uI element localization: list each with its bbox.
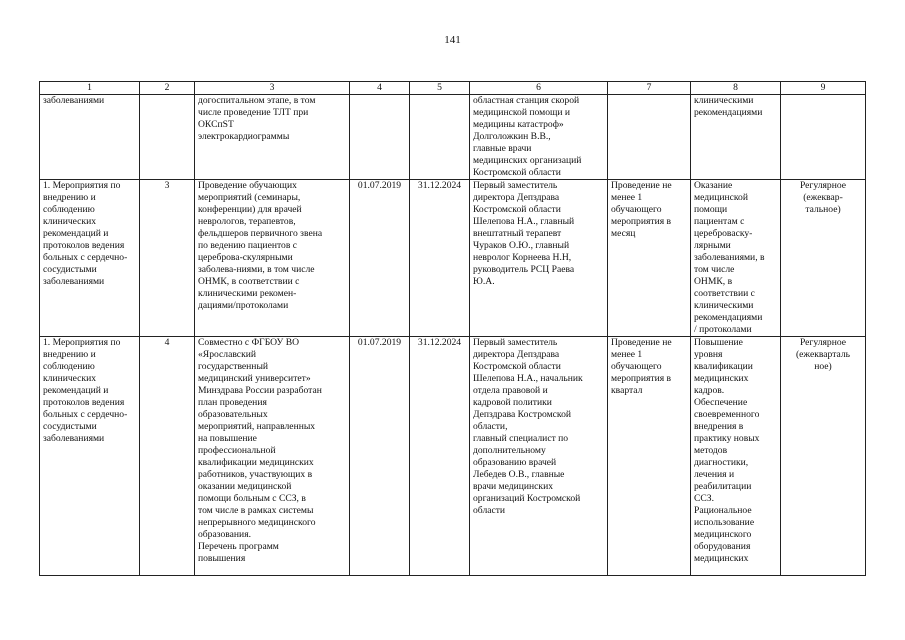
col-header-3: 3	[195, 82, 350, 95]
col-header-4: 4	[350, 82, 410, 95]
cell-end-date	[410, 95, 470, 180]
cell-number: 3	[140, 180, 195, 337]
col-header-9: 9	[781, 82, 866, 95]
cell-end-date: 31.12.2024	[410, 337, 470, 576]
cell-activity: Проведение обучающих мероприятий (семинары, конференции) для врачей неврологов, терапевтов, фельдшеров первичного звена по ведению пациентов с цереброва-скулярными заболева-ниями, в том числе ОНМК, в соответствии с клиническими рекомен- дациями/протоколами	[195, 180, 350, 337]
cell-responsible: Первый заместитель директора Депздрава Костромской области Шелепова Н.А., начальник отдела правовой и кадровой политики Депздрава Костромской области, главный специалист по дополнительному образованию врачей Лебедев О.В., главные врачи медицинских организаций Костромской области	[470, 337, 608, 576]
cell-responsible: Первый заместитель директора Депздрава Костромской области Шелепова Н.А., главный внештатный терапевт Чураков О.Ю., главный невролог Корнеева Н.Н, руководитель РСЦ Раева Ю.А.	[470, 180, 608, 337]
col-header-6: 6	[470, 82, 608, 95]
cell-result: Оказание медицинской помощи пациентам с цереброваску- лярными заболеваниями, в том числе ОНМК, в соответствии с клиническими рекомендациями / протоколами	[691, 180, 781, 337]
col-header-8: 8	[691, 82, 781, 95]
cell-start-date	[350, 95, 410, 180]
col-header-2: 2	[140, 82, 195, 95]
cell-direction: 1. Мероприятия по внедрению и соблюдению клинических рекомендаций и протоколов ведения больных с сердечно- сосудистыми заболеваниями	[40, 180, 140, 337]
page-number: 141	[444, 34, 461, 46]
cell-number: 4	[140, 337, 195, 576]
cell-frequency	[781, 95, 866, 180]
table-row	[40, 95, 866, 180]
cell-number	[140, 95, 195, 180]
cell-direction: 1. Мероприятия по внедрению и соблюдению клинических рекомендаций и протоколов ведения больных с сердечно- сосудистыми заболеваниями	[40, 337, 140, 576]
cell-result: клиническими рекомендациями	[691, 95, 781, 180]
cell-indicator: Проведение не менее 1 обучающего мероприятия в квартал	[608, 337, 691, 576]
cell-start-date: 01.07.2019	[350, 180, 410, 337]
cell-direction: заболеваниями	[40, 95, 140, 180]
header-row	[40, 82, 866, 95]
cell-frequency: Регулярное (ежекварталь ное)	[781, 337, 866, 576]
cell-activity: догоспитальном этапе, в том числе проведение ТЛТ при ОКСпST электрокардиограммы	[195, 95, 350, 180]
cell-indicator	[608, 95, 691, 180]
cell-start-date: 01.07.2019	[350, 337, 410, 576]
table-row	[40, 337, 866, 576]
measures-table	[39, 81, 866, 576]
cell-end-date: 31.12.2024	[410, 180, 470, 337]
col-header-1: 1	[40, 82, 140, 95]
table-row	[40, 180, 866, 337]
cell-indicator: Проведение не менее 1 обучающего мероприятия в месяц	[608, 180, 691, 337]
cell-result: Повышение уровня квалификации медицинских кадров. Обеспечение своевременного внедрения в практику новых методов диагностики, лечения и реабилитации ССЗ. Рациональное использование медицинского оборудования медицинских	[691, 337, 781, 576]
cell-activity: Совместно с ФГБОУ ВО «Ярославский государственный медицинский университет» Минздрава России разработан план проведения образовательных мероприятий, направленных на повышение профессиональной квалификации медицинских работников, участвующих в оказании медицинской помощи больным с ССЗ, в том числе в рамках системы непрерывного медицинского образования. Перечень программ повышения	[195, 337, 350, 576]
col-header-5: 5	[410, 82, 470, 95]
col-header-7: 7	[608, 82, 691, 95]
cell-responsible: областная станция скорой медицинской помощи и медицины катастроф» Долголожкин В.В., главные врачи медицинских организаций Костромской области	[470, 95, 608, 180]
cell-frequency: Регулярное (ежеквар- тальное)	[781, 180, 866, 337]
